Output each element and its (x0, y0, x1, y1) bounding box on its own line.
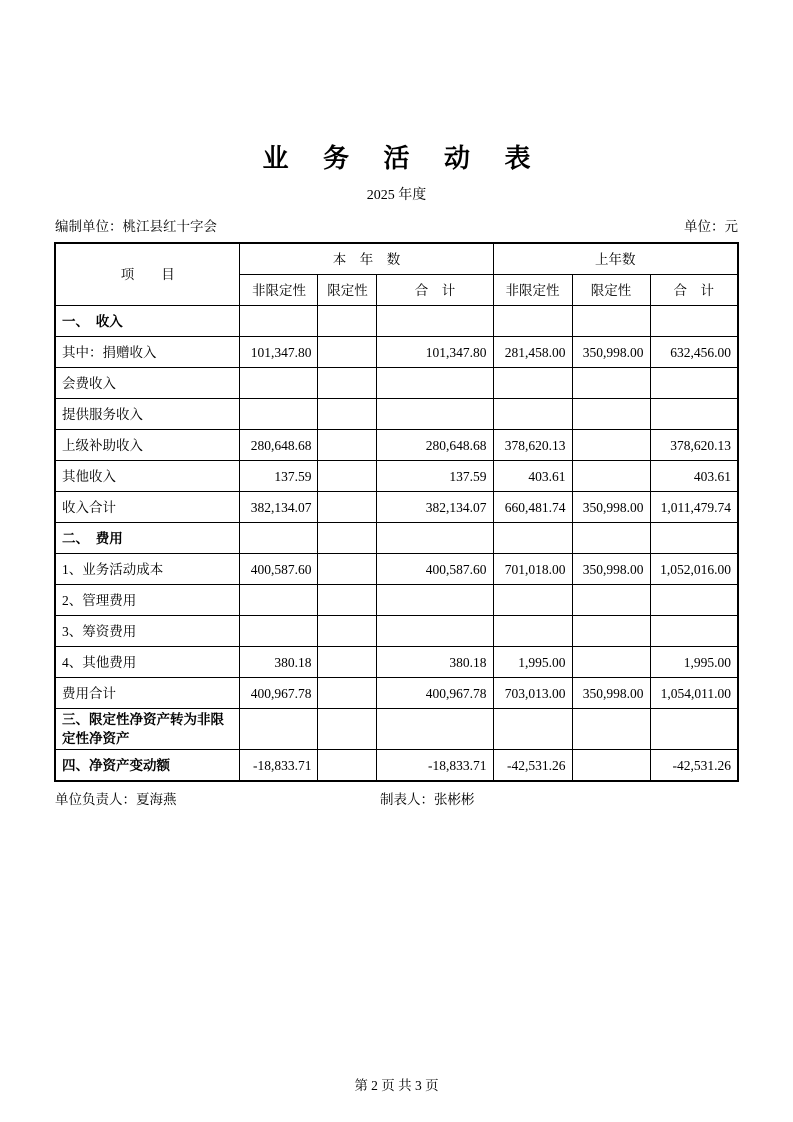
cell-value (493, 585, 572, 616)
cell-value (650, 306, 738, 337)
table-row-income-section (55, 306, 738, 337)
column-header-cy-unrestricted: 非限定性 (240, 275, 318, 306)
responsible-person-label: 单位负责人：夏海燕 (55, 792, 177, 807)
row-label: 一、 收入 (55, 306, 240, 337)
row-label: 三、限定性净资产转为非限定性净资产 (55, 709, 240, 750)
report-period: 2025 年度 (366, 188, 427, 203)
row-label: 四、净资产变动额 (55, 750, 240, 782)
cell-value: 350,998.00 (572, 678, 650, 709)
cell-value (572, 399, 650, 430)
cell-value (318, 492, 377, 523)
cell-value: 350,998.00 (572, 554, 650, 585)
cell-value: 632,456.00 (650, 337, 738, 368)
cell-value (493, 616, 572, 647)
cell-value: 403.61 (493, 461, 572, 492)
cell-value (493, 399, 572, 430)
cell-value (318, 750, 377, 782)
cell-value (318, 647, 377, 678)
cell-value: 101,347.80 (240, 337, 318, 368)
column-header-py-total: 合 计 (650, 275, 738, 306)
table-row-service-income (55, 399, 738, 430)
cell-value (572, 616, 650, 647)
cell-value (650, 399, 738, 430)
cell-value (318, 368, 377, 399)
cell-value (493, 709, 572, 750)
cell-value (650, 616, 738, 647)
table-row-restricted-transfer (55, 709, 738, 750)
cell-value (377, 399, 493, 430)
cell-value: 137.59 (240, 461, 318, 492)
cell-value (572, 368, 650, 399)
cell-value (240, 616, 318, 647)
cell-value (240, 399, 318, 430)
row-label: 上级补助收入 (55, 430, 240, 461)
cell-value (377, 585, 493, 616)
cell-value: -42,531.26 (493, 750, 572, 782)
cell-value (493, 306, 572, 337)
row-label: 二、 费用 (55, 523, 240, 554)
cell-value (240, 585, 318, 616)
cell-value: 378,620.13 (650, 430, 738, 461)
cell-value: 1,995.00 (493, 647, 572, 678)
cell-value: 350,998.00 (572, 337, 650, 368)
cell-value (493, 368, 572, 399)
table-row-income-total (55, 492, 738, 523)
cell-value (318, 523, 377, 554)
cell-value: -18,833.71 (377, 750, 493, 782)
cell-value: 1,054,011.00 (650, 678, 738, 709)
page-number: 第 2 页 共 3 页 (354, 1078, 439, 1093)
table-row-admin-expense (55, 585, 738, 616)
cell-value: 280,648.68 (377, 430, 493, 461)
cell-value (377, 523, 493, 554)
cell-value (572, 306, 650, 337)
column-header-prior-year: 上年数 (493, 243, 738, 275)
table-row-other-income (55, 461, 738, 492)
row-label: 提供服务收入 (55, 399, 240, 430)
cell-value: 380.18 (240, 647, 318, 678)
cell-value: 1,011,479.74 (650, 492, 738, 523)
cell-value: 350,998.00 (572, 492, 650, 523)
cell-value: 380.18 (377, 647, 493, 678)
page-title: 业 务 活 动 表 (262, 144, 545, 173)
table-row-superior-subsidy-income (55, 430, 738, 461)
cell-value: -18,833.71 (240, 750, 318, 782)
cell-value (650, 523, 738, 554)
cell-value: 400,967.78 (240, 678, 318, 709)
cell-value: 137.59 (377, 461, 493, 492)
table-row-activity-cost (55, 554, 738, 585)
table-row-other-expense (55, 647, 738, 678)
cell-value (318, 399, 377, 430)
cell-value (318, 430, 377, 461)
table-row-net-asset-change (55, 750, 738, 782)
cell-value (377, 368, 493, 399)
cell-value (318, 337, 377, 368)
row-label: 费用合计 (55, 678, 240, 709)
cell-value (318, 678, 377, 709)
cell-value (572, 647, 650, 678)
cell-value (240, 523, 318, 554)
cell-value (572, 750, 650, 782)
cell-value: 280,648.68 (240, 430, 318, 461)
cell-value: 382,134.07 (240, 492, 318, 523)
business-activity-table (54, 242, 739, 782)
row-label: 其他收入 (55, 461, 240, 492)
cell-value: 660,481.74 (493, 492, 572, 523)
cell-value (318, 554, 377, 585)
cell-value: 701,018.00 (493, 554, 572, 585)
cell-value (650, 368, 738, 399)
row-label: 其中：捐赠收入 (55, 337, 240, 368)
cell-value (650, 585, 738, 616)
column-header-cy-total: 合 计 (377, 275, 493, 306)
cell-value (240, 709, 318, 750)
cell-value: 382,134.07 (377, 492, 493, 523)
column-header-item: 项 目 (55, 243, 240, 306)
row-label: 收入合计 (55, 492, 240, 523)
row-label: 3、筹资费用 (55, 616, 240, 647)
cell-value: 403.61 (650, 461, 738, 492)
cell-value (572, 523, 650, 554)
column-header-cy-restricted: 限定性 (318, 275, 377, 306)
meta-row (55, 218, 738, 236)
column-header-current-year: 本 年 数 (240, 243, 493, 275)
cell-value (493, 523, 572, 554)
cell-value (377, 616, 493, 647)
table-row-expense-total (55, 678, 738, 709)
cell-value: -42,531.26 (650, 750, 738, 782)
cell-value (318, 709, 377, 750)
cell-value (572, 709, 650, 750)
cell-value (572, 430, 650, 461)
cell-value (572, 585, 650, 616)
cell-value: 1,995.00 (650, 647, 738, 678)
cell-value: 703,013.00 (493, 678, 572, 709)
cell-value (240, 306, 318, 337)
cell-value (377, 709, 493, 750)
column-header-py-restricted: 限定性 (572, 275, 650, 306)
table-row-fundraising-expense (55, 616, 738, 647)
row-label: 1、业务活动成本 (55, 554, 240, 585)
row-label: 4、其他费用 (55, 647, 240, 678)
row-label: 2、管理费用 (55, 585, 240, 616)
cell-value: 400,967.78 (377, 678, 493, 709)
preparer-label: 制表人：张彬彬 (380, 792, 475, 807)
cell-value (240, 368, 318, 399)
table-header-row-1 (55, 243, 738, 275)
cell-value (650, 709, 738, 750)
cell-value: 101,347.80 (377, 337, 493, 368)
cell-value: 400,587.60 (377, 554, 493, 585)
cell-value (318, 306, 377, 337)
table-row-membership-income (55, 368, 738, 399)
row-label: 会费收入 (55, 368, 240, 399)
cell-value: 400,587.60 (240, 554, 318, 585)
cell-value (572, 461, 650, 492)
cell-value: 378,620.13 (493, 430, 572, 461)
cell-value (318, 616, 377, 647)
prepared-by-label: 编制单位：桃江县红十字会 (55, 219, 217, 234)
cell-value: 1,052,016.00 (650, 554, 738, 585)
cell-value: 281,458.00 (493, 337, 572, 368)
currency-unit-label: 单位：元 (684, 219, 738, 234)
cell-value (318, 461, 377, 492)
table-row-donation-income (55, 337, 738, 368)
column-header-py-unrestricted: 非限定性 (493, 275, 572, 306)
cell-value (377, 306, 493, 337)
signature-row (55, 791, 738, 809)
cell-value (318, 585, 377, 616)
table-row-expense-section (55, 523, 738, 554)
